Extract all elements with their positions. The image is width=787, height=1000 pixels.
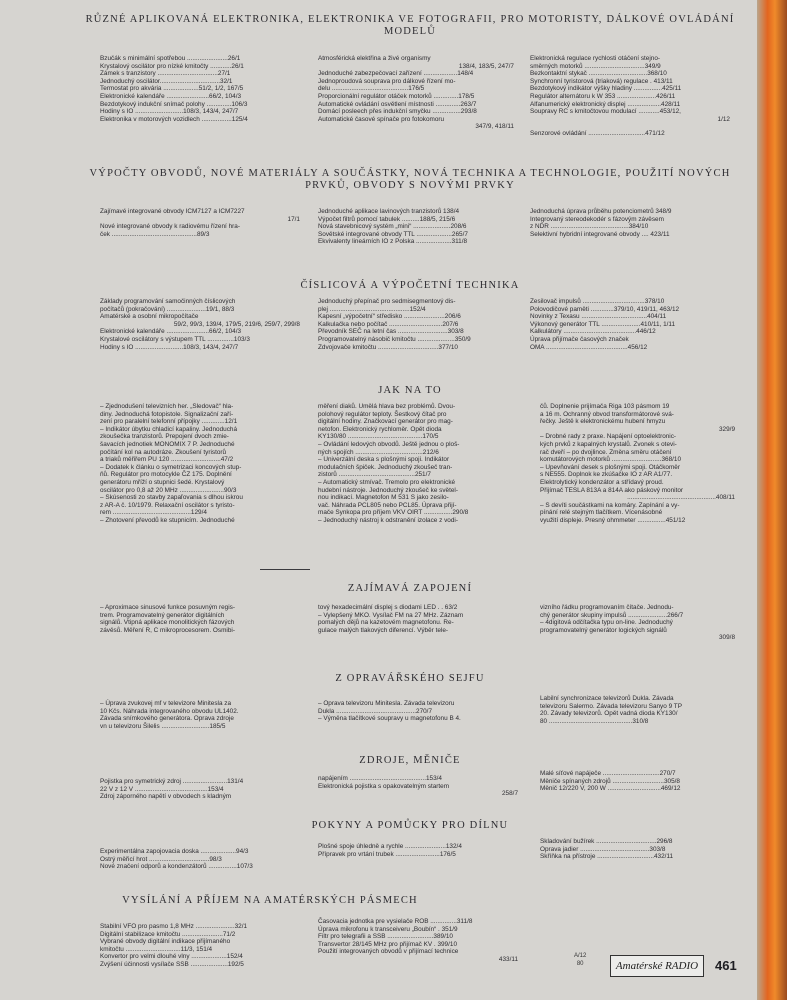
list-item: ných spojích ......................................212/6 [318,448,439,456]
list-item: rem ............................................129/4 [100,509,207,517]
issue-sub-label: 80 [576,961,584,967]
list-item: Jednoduchý přepínač pro sedmisegmentový dis- [318,298,456,305]
list-item: Kalkulátory .........................................446/12 [530,328,656,336]
section-title-interesting-circuits: ZAJÍMAVÁ ZAPOJENÍ [347,583,473,594]
s1-col2 [318,55,514,131]
list-item: Integrovaný stereodekodér s fázovým závěsem [530,215,664,223]
list-item: Soupravy RC s kmitočtovou modulací ............453/12, [530,108,681,116]
list-item: 329/9 [719,425,735,433]
list-item: Zdvojovače kmitočtu ..................................377/10 [318,343,458,351]
list-item: nou indikací. Magnetofon M 531 S jako zesilo- [318,494,449,502]
list-item: rač dveří – po dvojlince. Změna směru otáčení [540,448,672,456]
list-item: čů. Doplnenie prijímača Riga 103 pásmom 19 [540,403,670,410]
list-item: napájením ...........................................153/4 [318,775,442,782]
section-title-power-sources: ZDROJE, MĚNIČE [359,755,461,766]
list-item: Jednoduchý oscilátor..................................32/1 [100,77,233,85]
list-item: Selektivní hybridní integrované obvody .... 423/11 [530,230,670,238]
list-item: Měnič 12/220 V, 200 W ..............................469/12 [540,785,681,793]
list-item: Malé síťové napáječe ................................270/7 [540,770,676,777]
list-item: Proporcionální regulátor otáček motorků ..............178/5 [318,92,475,100]
list-item: – Automatický stmívač. Tremolo pro elektronické [318,478,456,486]
list-item: Krystalové oscilátory s výstupem TTL ...............103/3 [100,335,250,343]
s8-col2 [318,843,518,858]
s4-col1 [100,403,305,525]
s4-col3 [540,403,735,525]
list-item: programovatelný generátor logických signálů [540,626,667,634]
list-item: Úprava mikrofonu k transceiveru „Boubín“ . 351/9 [318,925,458,933]
s8-col1 [100,848,305,871]
list-item: Hodiny s IO ...........................108/3, 143/4, 247/7 [100,343,239,351]
list-item: Zámek s tranzistory ..................................27/1 [100,70,231,78]
list-item: – Oprava televizoru Minitesla. Závada televizoru [318,700,455,707]
list-item: šavacích jednotiek MONOMIX 7 P. Jednoduché [100,440,235,448]
list-item: 347/9, 418/11 [475,123,514,131]
list-item: Nové integrované obvody k radiovému řízení hra- [100,223,240,231]
s5-col2 [318,604,518,634]
list-item: Novinky z Texasu .....................................404/11 [530,313,667,321]
s8-col3 [540,838,735,861]
list-item: – Drobné rady z praxe. Napájení optoelektronic- [540,433,677,441]
list-item: Senzorové ovládání ................................471/12 [530,130,665,138]
list-item: Výpočet filtrů pomocí tabulek ..........188/5, 215/6 [318,215,456,223]
list-item: Skříňka na přístroje ................................432/11 [540,853,674,861]
s5-col3 [540,604,735,642]
list-item: 258/7 [502,790,518,798]
list-item: pínání relé stejným tlačítkem. Vícenásobné [540,509,663,517]
list-item: závěsů. Měření R, C mikroprocesorem. Osmibi- [100,626,235,634]
list-item: kmitočtu ...............................11/3, 151/4 [100,945,213,953]
list-item: – Dodatek k článku o symetrizaci koncových stup- [100,463,242,471]
s5-col1 [100,604,305,634]
list-item: netofon. Elektronický rychloměr. Opět dioda [318,425,442,433]
list-item: Pojistka pro symetrický zdroj .........................131/4 [100,778,244,785]
list-item: Úprava přijímače časových značek [530,335,629,343]
list-item: Jednoduché aplikace lavinových tranzistorů 138/4 [318,208,460,215]
list-item: – Zjednodušení televizních her. „Sledovač“ hla- [100,403,234,410]
list-item: Ostrý měřicí hrot ..................................98/3 [100,855,222,863]
list-item: Elektronické kalendáře ........................66/2, 104/3 [100,328,242,336]
list-item: Elektronická pojistka s opakovatelným startem [318,782,450,790]
s3-col1 [100,298,300,351]
list-item: oscilátor pro 0,8 až 20 MHz .........................90/3 [100,486,237,494]
s6-col2 [318,700,518,723]
list-item: Labilní synchronizace televizorů Dukla. Závada [540,695,674,702]
list-item: ček ................................................89/3 [100,230,210,238]
list-item: Synchronní tyristorová (triaková) regulace . 413/11 [530,77,673,85]
section-title-workshop: POKYNY A POMŮCKY PRO DÍLNU [311,820,509,831]
list-item: směrných motorků ..................................349/9 [530,62,661,70]
list-item: – Úprava zvukovej mf v televizore Minitesla za [100,700,232,707]
issue-number [574,952,586,968]
list-item: Základy programování samočinných číslicových [100,298,236,305]
list-item: gulace malých tlakových diferencí. Výběr tele- [318,626,449,634]
list-item: 80 ...............................................310/8 [540,717,649,725]
list-item: diny. Jednoduchá fotopistole. Signalizační zaří- [100,410,234,418]
list-item: s NE555. Doplnok ke zkúšačke IO z AR A1/77. [540,471,673,479]
list-item: Závada snímkového generátora. Oprava zdroje [100,715,234,723]
list-item: – Zhotovení převodů ke stupnicím. Jednoduché [100,516,235,524]
list-item: Elektronické kalendáře ........................66/2, 104/3 [100,92,242,100]
list-item: 10 Kčs. Náhrada integrovaného obvodu UL1402. [100,707,239,715]
list-item: 309/8 [719,634,735,642]
list-item: počítání kol na autodráze. Zkoušení tyristorů [100,448,227,456]
list-item: Přijímač TESLA 813A a 814A ako páskový monitor [540,486,684,494]
list-item: vizního řádku programovaním čítače. Jednodu- [540,604,674,611]
s9-col1 [100,923,305,969]
list-item: KY130/80 ..........................................170/5 [318,433,439,441]
list-item: Nové značení odporů a kondenzátorů ................107/3 [100,863,253,871]
list-item: Vybrané obvody digitální indikace přijímaného [100,938,231,946]
list-item: Plošné spoje úhledně a rychle .......................132/4 [318,843,462,850]
list-item: 22 V z 12 V .........................................153/4 [100,785,224,793]
list-item: vač. Náhrada PCL805 nebo PCL85. Úprava přijí- [318,501,457,509]
list-item: Oprava jadier .......................................303/8 [540,845,666,853]
list-item: Bezdotykový indikátor výšky hladiny ................425/11 [530,85,682,93]
list-item: – Vylepšený MKO. Vysílač FM na 27 MHz. Záznam [318,611,464,619]
list-item: zkoušečka tranzistorů. Prepojení dvoch zmie- [100,433,229,441]
list-item: 59/2, 99/3, 139/4, 179/5, 219/6, 259/7, 299/8 [173,320,300,328]
list-item: a 16 m. Ochranný obvod transformátorové svá- [540,410,674,418]
list-item: Časovacia jednotka pre vysielače ROB ...............311/8 [318,918,473,925]
list-item: 17/1 [287,215,300,223]
list-item: Filtr pro telegrafii a SSB ..........................389/10 [318,933,453,941]
list-item: Termostat pro akvária ....................51/2, 1/2, 167/5 [100,85,244,93]
list-item: ..................................................408/11 [627,494,735,502]
list-item: Dukla .............................................270/7 [318,707,433,715]
list-item: Převodník SEČ na letní čas ............................303/8 [318,328,464,336]
list-item: Regulátor alternátoru k W 353 ......................426/11 [530,92,676,100]
list-item: Amatérské a osobní mikropočítače [100,313,199,321]
list-item: Krystalový oscilátor pro nízké kmitočty ............26/1 [100,62,244,70]
list-item: Jednoproudová souprava pro dálkové řízení mo- [318,77,456,85]
issue-label: A/12 [574,953,587,959]
list-item: Domácí posleech přes indukční smyčku ................293/8 [318,108,477,116]
list-item: Zesilovač impulsů ...................................378/10 [530,298,665,305]
s9-col2 [318,918,518,964]
list-item: Zvýšení účinnosti vysílače SSB .....................192/5 [100,960,244,968]
list-item: OMA ..............................................456/12 [530,343,648,351]
list-item: Výkonový generátor TTL ......................410/11, 1/11 [530,320,676,328]
s6-col3 [540,695,735,725]
list-item: Transvertor 28/145 MHz pro přijímač KV . 399/10 [318,940,457,948]
list-item: Bezdotykový indukční snímač polohy ..............106/3 [100,100,248,108]
list-item: 20. Závady televizorů. Opět vadná dioda KY130/ [540,710,678,718]
list-item: polohový regulátor teploty. Šestkový čítač pro [318,410,447,418]
list-item: Digitální stabilizace kmitočtu .......................71/2 [100,930,236,938]
list-item: Sovětské integrované obvody TTL ....................265/7 [318,230,468,238]
list-item: – Univerzální deska s plošnými spoji. Indikátor [318,456,450,464]
list-item: Měniče spínaných zdrojů .............................305/8 [540,777,680,785]
list-item: Jednoduché zabezpečovací zařízení ...................148/4 [318,70,474,78]
list-item: Polovodičové paměti .............379/10, 419/11, 463/12 [530,305,680,313]
page-number: 461 [715,958,737,973]
list-item: Skladování bužírek ..................................296/8 [540,838,673,845]
list-item: chý generátor skupiny impulsů ......................266/7 [540,611,684,619]
list-item: Konvertor pro velmi dlouhé vlny ....................152/4 [100,953,243,961]
s4-col2 [318,403,518,525]
list-item: 138/4, 183/5, 247/7 [458,62,514,70]
list-item: mače Synkopa pro příjem VKV OIRT ................290/8 [318,509,469,517]
list-item: delu ...........................................176/5 [318,85,425,93]
s2-col1 [100,208,300,238]
section-title-digital: ČÍSLICOVÁ A VÝPOČETNÍ TECHNIKA [300,280,520,291]
list-item: Atmosférická elektřina a živé organismy [318,55,431,62]
list-item: 1/12 [717,115,730,123]
s3-col2 [318,298,514,351]
s2-col3 [530,208,730,238]
divider [260,569,310,570]
list-item: zistorů ...........................................251/7 [318,471,431,479]
list-item: digitální hodiny. Značkovací generátor pro mag- [318,418,453,426]
list-item: Experimentálna zapojovacia doska ....................94/3 [100,848,249,855]
list-item: hudební nástroje. Jednoduchý zkoušeč ke světel- [318,486,458,494]
list-item: – Indikátor úbytku chladicí kapaliny. Jednoduchá [100,425,238,433]
list-item: – 4digitová odčítačka typu on-line. Jednoduchý [540,619,673,627]
list-item: Elektronická regulace rychlosti otáčení stejno- [530,55,661,62]
list-item: Automatické časové spínače pro fotokomoru [318,115,445,123]
section-title-amateur-bands: VYSÍLÁNÍ A PŘÍJEM NA AMATÉRSKÝCH PÁSMECH [122,895,418,906]
list-item: – Upevňování desek s plošnými spoji. Otáčkoměr [540,463,680,471]
s3-col3 [530,298,730,351]
list-item: z NDR ............................................384/10 [530,223,649,231]
list-item: Zdroj záporného napětí v obvodech s kladným [100,793,232,801]
list-item: Stabilní VFO pro pasmo 1,8 MHz ......................32/1 [100,923,248,930]
list-item: – Jednoduchý nástroj k odstranění izolace z vodi- [318,516,458,524]
list-item: a triaků měřiřem PU 120 ............................47/2 [100,456,234,464]
list-item: Automatické ovládání osvětlení místnosti ..............263/7 [318,100,477,108]
list-item: – Výměna tlačítkové soupravy u magnetofonu B 4. [318,715,461,723]
list-item: zení pro paralelní telefonní přípojky .............12/1 [100,418,238,426]
list-item: Použití integrovaných obvodů v přijímací technice [318,948,459,956]
section-title-circuits: VÝPOČTY OBVODŮ, NOVÉ MATERIÁLY A SOUČÁSTKY, NOVÁ TECHNIKA A TECHNOLOGIE, POUŽITÍ NOVÝCH PRVKŮ, OBVODY S NOVÝMI PRVKY [89,168,731,191]
section-title-applied-electronics: RŮZNÉ APLIKOVANÁ ELEKTRONIKA, ELEKTRONIKA VE FOTOGRAFII, PRO MOTORISTY, DÁLKOVÉ OVLÁDÁNÍ MODELŮ [85,14,735,37]
list-item: Programovatelný násobič kmitočtu .....................350/9 [318,335,471,343]
list-item: počítačů (pokračování) ......................19/1, 88/3 [100,305,235,313]
list-item: využití displeje. Presný ohmmeter ................451/12 [540,516,686,524]
list-item: Bzučák s minimální spotřebou .......................26/1 [100,55,241,62]
list-item: – Skúsenosti zo stavby zapaľovania s dlhou iskrou [100,494,243,502]
list-item: ňů. Regulátor pro motocykle ČZ 175. Doplnění [100,471,232,479]
list-item: Elektrolytický kondenzátor a střídavý proud. [540,478,664,486]
s7-col2 [318,775,518,798]
s1-col1 [100,55,300,123]
list-item: Přípravek pro vrtání trubek .........................176/5 [318,850,456,858]
list-item: Hodiny s IO ...........................108/3, 143/4, 247/7 [100,108,239,116]
list-item: z AR-A č. 10/1979. Relaxační oscilátor s tyristo- [100,501,235,509]
section-title-repair: Z OPRAVÁŘSKÉHO SEJFU [335,673,485,684]
list-item: Jednoduchá úprava průběhu potenciometrů 348/9 [530,208,672,215]
s1-col3 [530,55,730,138]
list-item: trem. Programovatelný generátor digitálních [100,611,225,619]
list-item: televizoru Salermo. Závada televizoru Sanyo 9 TP [540,702,682,710]
list-item: signálů. Vtipná aplikace monolitických fázových [100,619,235,627]
list-item: Nová stavebnicový systém „mini“ .....................208/6 [318,223,467,231]
s7-col1 [100,778,305,801]
list-item: kých prvků z kapalných krystalů. Zvonek s otevi- [540,440,677,448]
list-item: – S devíti součástkami na komáry. Zapínání a vy- [540,501,680,509]
list-item: Elektronika v motorových vozidlech .................125/4 [100,115,248,123]
list-item: – Aproximace sinusové funkce posuvným regis- [100,604,235,611]
list-item: vn u televizoru Šilelis ...........................185/5 [100,722,226,730]
list-item: Bezkontaktní stykač .................................368/10 [530,70,667,78]
list-item: měření diaků. Umělá hlava bez problémů. Dvou- [318,403,456,410]
magazine-logo: Amatérské RADIO [610,955,704,977]
s6-col1 [100,700,305,730]
list-item: plej .............................................152/4 [318,305,426,313]
list-item: Kalkulačka nebo počítač ..............................207/6 [318,320,459,328]
list-item: Ekvivalenty lineárních IO z Polska ....................311/8 [318,238,468,246]
list-item: Alfanumerický elektronický displej ...................428/11 [530,100,681,108]
list-item: řečky. Ještě k elektronickému hubení hmyzu [540,418,666,426]
list-item: generátoru mříží o stupnici šedé. Krystalový [100,478,225,486]
list-item: tový hexadecimální displej s diodami LED . . 63/2 [318,604,458,611]
s2-col2 [318,208,514,246]
list-item: – Ovládání ledových obvodů. Ještě jednou o ploš- [318,440,460,448]
section-title-how-to: JAK NA TO [378,385,442,396]
list-item: komutátorových motorků ............................368/10 [540,456,682,464]
list-item: pomalých dějů na kazetovém magnetofonu. Re- [318,619,454,627]
list-item: 433/11 [498,955,518,963]
list-item: modulačních špiček. Jednoduchý zkoušeč tran- [318,463,453,471]
page-edge [757,0,787,1000]
s7-col3 [540,770,735,793]
list-item: Zajímavé integrované obvody ICM7127 a ICM7227 [100,208,245,215]
list-item: Kapesní „výpočetní“ středisko .......................206/6 [318,313,461,321]
